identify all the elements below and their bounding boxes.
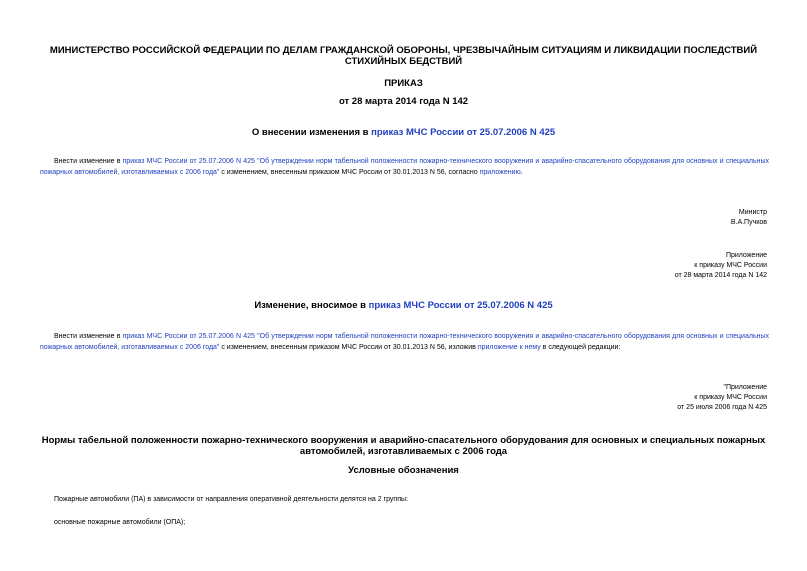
ministry-heading: МИНИСТЕРСТВО РОССИЙСКОЙ ФЕДЕРАЦИИ ПО ДЕЛАМ ГРАЖДАНСКОЙ ОБОРОНЫ, ЧРЕЗВЫЧАЙНЫМ СИТУАЦИЯМ И ЛИКВИДАЦИИ ПОСЛЕДСТВИЙ СТИХИЙНЫХ БЕДСТВИЙ xyxy=(49,45,758,67)
change-title-prefix: Изменение, вносимое в xyxy=(254,300,369,311)
body-line-2: основные пожарные автомобили (ОПА); xyxy=(54,519,186,526)
order-title-prefix: О внесении изменения в xyxy=(251,127,372,138)
appendix1-line-3: от 28 марта 2014 года N 142 xyxy=(674,272,767,279)
para1-text-3: . xyxy=(520,169,523,176)
appendix2-line-2: к приказу МЧС России xyxy=(694,394,767,401)
para2-order-link[interactable]: приказ МЧС России от 25.07.2006 N 425 "Об утверждении норм табельной положенности пожарно-технического вооружения и аварийно-спасательного оборудования для основных и специальных пожарных автомобилей, изготавливаемых с 2006 года" xyxy=(40,333,769,351)
signature-position: Министр xyxy=(738,209,767,216)
order-title xyxy=(40,127,767,138)
signature-block xyxy=(731,208,767,228)
doc-type-heading: ПРИКАЗ xyxy=(384,78,423,89)
para1-order-link[interactable]: приказ МЧС России от 25.07.2006 N 425 "Об утверждении норм табельной положенности пожарно-технического вооружения и аварийно-спасательного оборудования для основных и специальных пожарных автомобилей, изготавливаемых с 2006 года" xyxy=(40,158,769,176)
para1-text-1: Внести изменение в xyxy=(54,158,123,165)
para1-appendix-link[interactable]: приложению xyxy=(479,169,521,176)
para2-text-1: Внести изменение в xyxy=(54,333,123,340)
signature-name: В.А.Пучков xyxy=(730,219,767,226)
body-line-1: Пожарные автомобили (ПА) в зависимости от направления оперативной деятельности делятся на 2 группы: xyxy=(54,496,408,503)
order-title-link[interactable]: приказ МЧС России от 25.07.2006 N 425 xyxy=(371,127,556,138)
order-date-number: от 28 марта 2014 года N 142 xyxy=(338,96,469,107)
appendix-note-1 xyxy=(675,251,767,281)
order-paragraph xyxy=(40,156,769,178)
appendix2-line-3: от 25 июля 2006 года N 425 xyxy=(677,404,767,411)
change-paragraph xyxy=(40,331,769,353)
change-title-link[interactable]: приказ МЧС России от 25.07.2006 N 425 xyxy=(368,300,553,311)
para1-text-2: с изменением, внесенным приказом МЧС России от 30.01.2013 N 56, согласно xyxy=(219,169,480,176)
change-title xyxy=(40,300,767,311)
appendix1-line-1: Приложение xyxy=(725,252,767,259)
appendix-note-2 xyxy=(677,383,767,413)
appendix1-line-2: к приказу МЧС России xyxy=(694,262,767,269)
para2-text-3: в следующей редакции: xyxy=(540,344,621,351)
legend-title: Условные обозначения xyxy=(348,465,459,476)
para2-text-2: с изменением, внесенным приказом МЧС России от 30.01.2013 N 56, изложив xyxy=(219,344,478,351)
norms-title: Нормы табельной положенности пожарно-технического вооружения и аварийно-спасательного оборудования для основных и специальных пожарных автомобилей, изготавливаемых с 2006 года xyxy=(41,435,766,457)
appendix2-line-1: "Приложение xyxy=(723,384,767,391)
para2-appendix-link[interactable]: приложение к нему xyxy=(477,344,541,351)
